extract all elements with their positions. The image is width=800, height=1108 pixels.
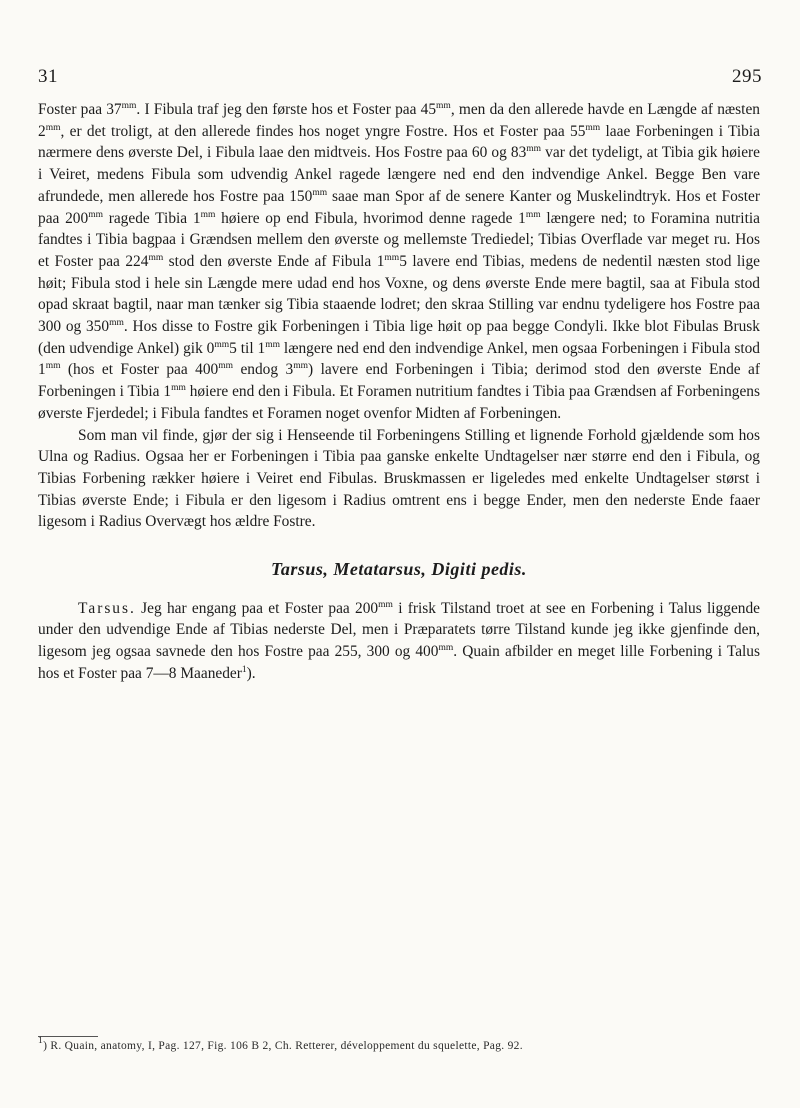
unit-superscript: mm [293, 361, 308, 372]
unit-superscript: mm [378, 599, 393, 610]
unit-superscript: mm [265, 339, 281, 350]
unit-superscript: mm [45, 122, 61, 133]
paragraph-text: Jeg har engang paa et Foster paa $200^{mm}$ i frisk Tilstand troet at see en Forbening i Talus liggende under den udvendige Ende af Tibias nederste Del, men i Præparatets tørre Tilstand kunde jeg ikke gjenfinde den, ligesom jeg ogsaa savnede den hos Fostre paa 255, 300 og $400^{mm}$. Quain afbilder en meget lille Forbening i Talus hos et Foster paa 7—8 Maaneder$^1$). [38, 599, 760, 682]
page-number-right: 295 [732, 66, 762, 87]
unit-superscript: mm [109, 318, 124, 329]
unit-superscript: mm [585, 122, 601, 133]
unit-superscript: mm [171, 383, 186, 394]
footnote-marker: 1 [241, 664, 247, 675]
section-lead: Tarsus. [78, 599, 136, 617]
unit-superscript: mm [312, 187, 328, 198]
section-heading: Tarsus, Metatarsus, Digiti pedis. [271, 559, 527, 580]
unit-superscript: mm [121, 101, 137, 111]
footnote-marker: 1 [38, 1036, 44, 1046]
page-number-left: 31 [38, 66, 58, 87]
unit-superscript: mm [526, 144, 542, 155]
paragraph: Som man vil finde, gjør der sig i Henseende til Forbeningens Stilling et lignende Forhold gjældende som hos Ulna og Radius. Ogsaa her er Forbeningen i Tibia paa ganske enkelte Undtagelser nær større end den i Fibula, og Tibias Forbening rækker høiere i Veiret end Fibulas. Bruskmassen er ligeledes med enkelte Undtagelser størst i Tibias øverste Ende; i Fibula er den ligesom i Radius omtrent ens i begge Ender, men den nederste Ende faaer ligesom i Radius Overvægt hos ældre Fostre. [38, 426, 760, 531]
unit-superscript: mm [218, 361, 234, 372]
paragraph: Foster paa $37^{mm}$. I Fibula traf jeg den første hos et Foster paa $45^{mm}$, men da den allerede havde en Længde af næsten $2^{mm}$, er det troligt, at den allerede findes hos noget yngre Fostre. Hos et Foster paa $55^{mm}$ laae Forbeningen i Tibia nærmere dens øverste Del, i Fibula laae den midtveis. Hos Fostre paa 60 og $83^{mm}$ var det tydeligt, at Tibia gik høiere i Veiret, medens Fibula som udvendig Ankel ragede længere ned end den indvendige Ankel. Begge Ben vare afrundede, men allerede hos Fostre paa $150^{mm}$ saae man Spor af de senere Kanter og Muskelindtryk. Hos et Foster paa $200^{mm}$ ragede Tibia $1^{mm}$ høiere op end Fibula, hvorimod denne ragede $1^{mm}$ længere ned; to Foramina nutritia fandtes i Tibia bagpaa i Grændsen mellem den øverste og mellemste Trediedel; Tibias Overflade var meget ru. Hos et Foster paa $224^{mm}$ stod den øverste Ende af Fibula $1^{mm}5$ lavere end Tibias, medens de nedentil næsten stod lige høit; Fibula stod i hele sin Længde mere udad end hos Voxne, og dens øverste Ende mere bagtil, saa at Fibula stod opad skraat bagtil, naar man tænker sig Tibia staaende lodret; den skraa Stilling var endnu tydeligere hos Fostre paa 300 og $350^{mm}$. Hos disse to Fostre gik Forbeningen i Tibia lige høit op paa begge Condyli. Ikke blot Fibulas Brusk (den udvendige Ankel) gik $0^{mm}5$ til $1^{mm}$ længere ned end den indvendige Ankel, men ogsaa Forbeningen i Fibula stod $1^{mm}$ (hos et Foster paa $400^{mm}$ endog $3^{mm}$) lavere end Forbeningen i Tibia; derimod stod den øverste Ende af Forbeningen i Tibia $1^{mm}$ høiere end den i Fibula. Et Foramen nutritium fandtes i Tibia paa Grændsen af Forbeningens øverste Fjerdedel; i Fibula fandtes et Foramen noget ovenfor Midten af Forbeningen. [38, 101, 761, 422]
unit-superscript: mm [200, 209, 216, 220]
body-text [38, 99, 760, 685]
unit-superscript: mm [525, 209, 541, 220]
paragraph [38, 598, 760, 685]
footnote-rule [38, 1036, 98, 1037]
unit-superscript: mm [88, 209, 103, 220]
unit-superscript: mm [436, 101, 451, 111]
unit-superscript: mm [384, 252, 400, 263]
footnote: $^1$) R. Quain, anatomy, I, Pag. 127, Fig. 106 B 2, Ch. Retterer, développement du squelette, Pag. 92. [38, 1036, 523, 1052]
unit-superscript: mm [45, 361, 61, 372]
unit-superscript: mm [214, 339, 230, 350]
unit-superscript: mm [438, 643, 454, 654]
unit-superscript: mm [148, 252, 164, 263]
